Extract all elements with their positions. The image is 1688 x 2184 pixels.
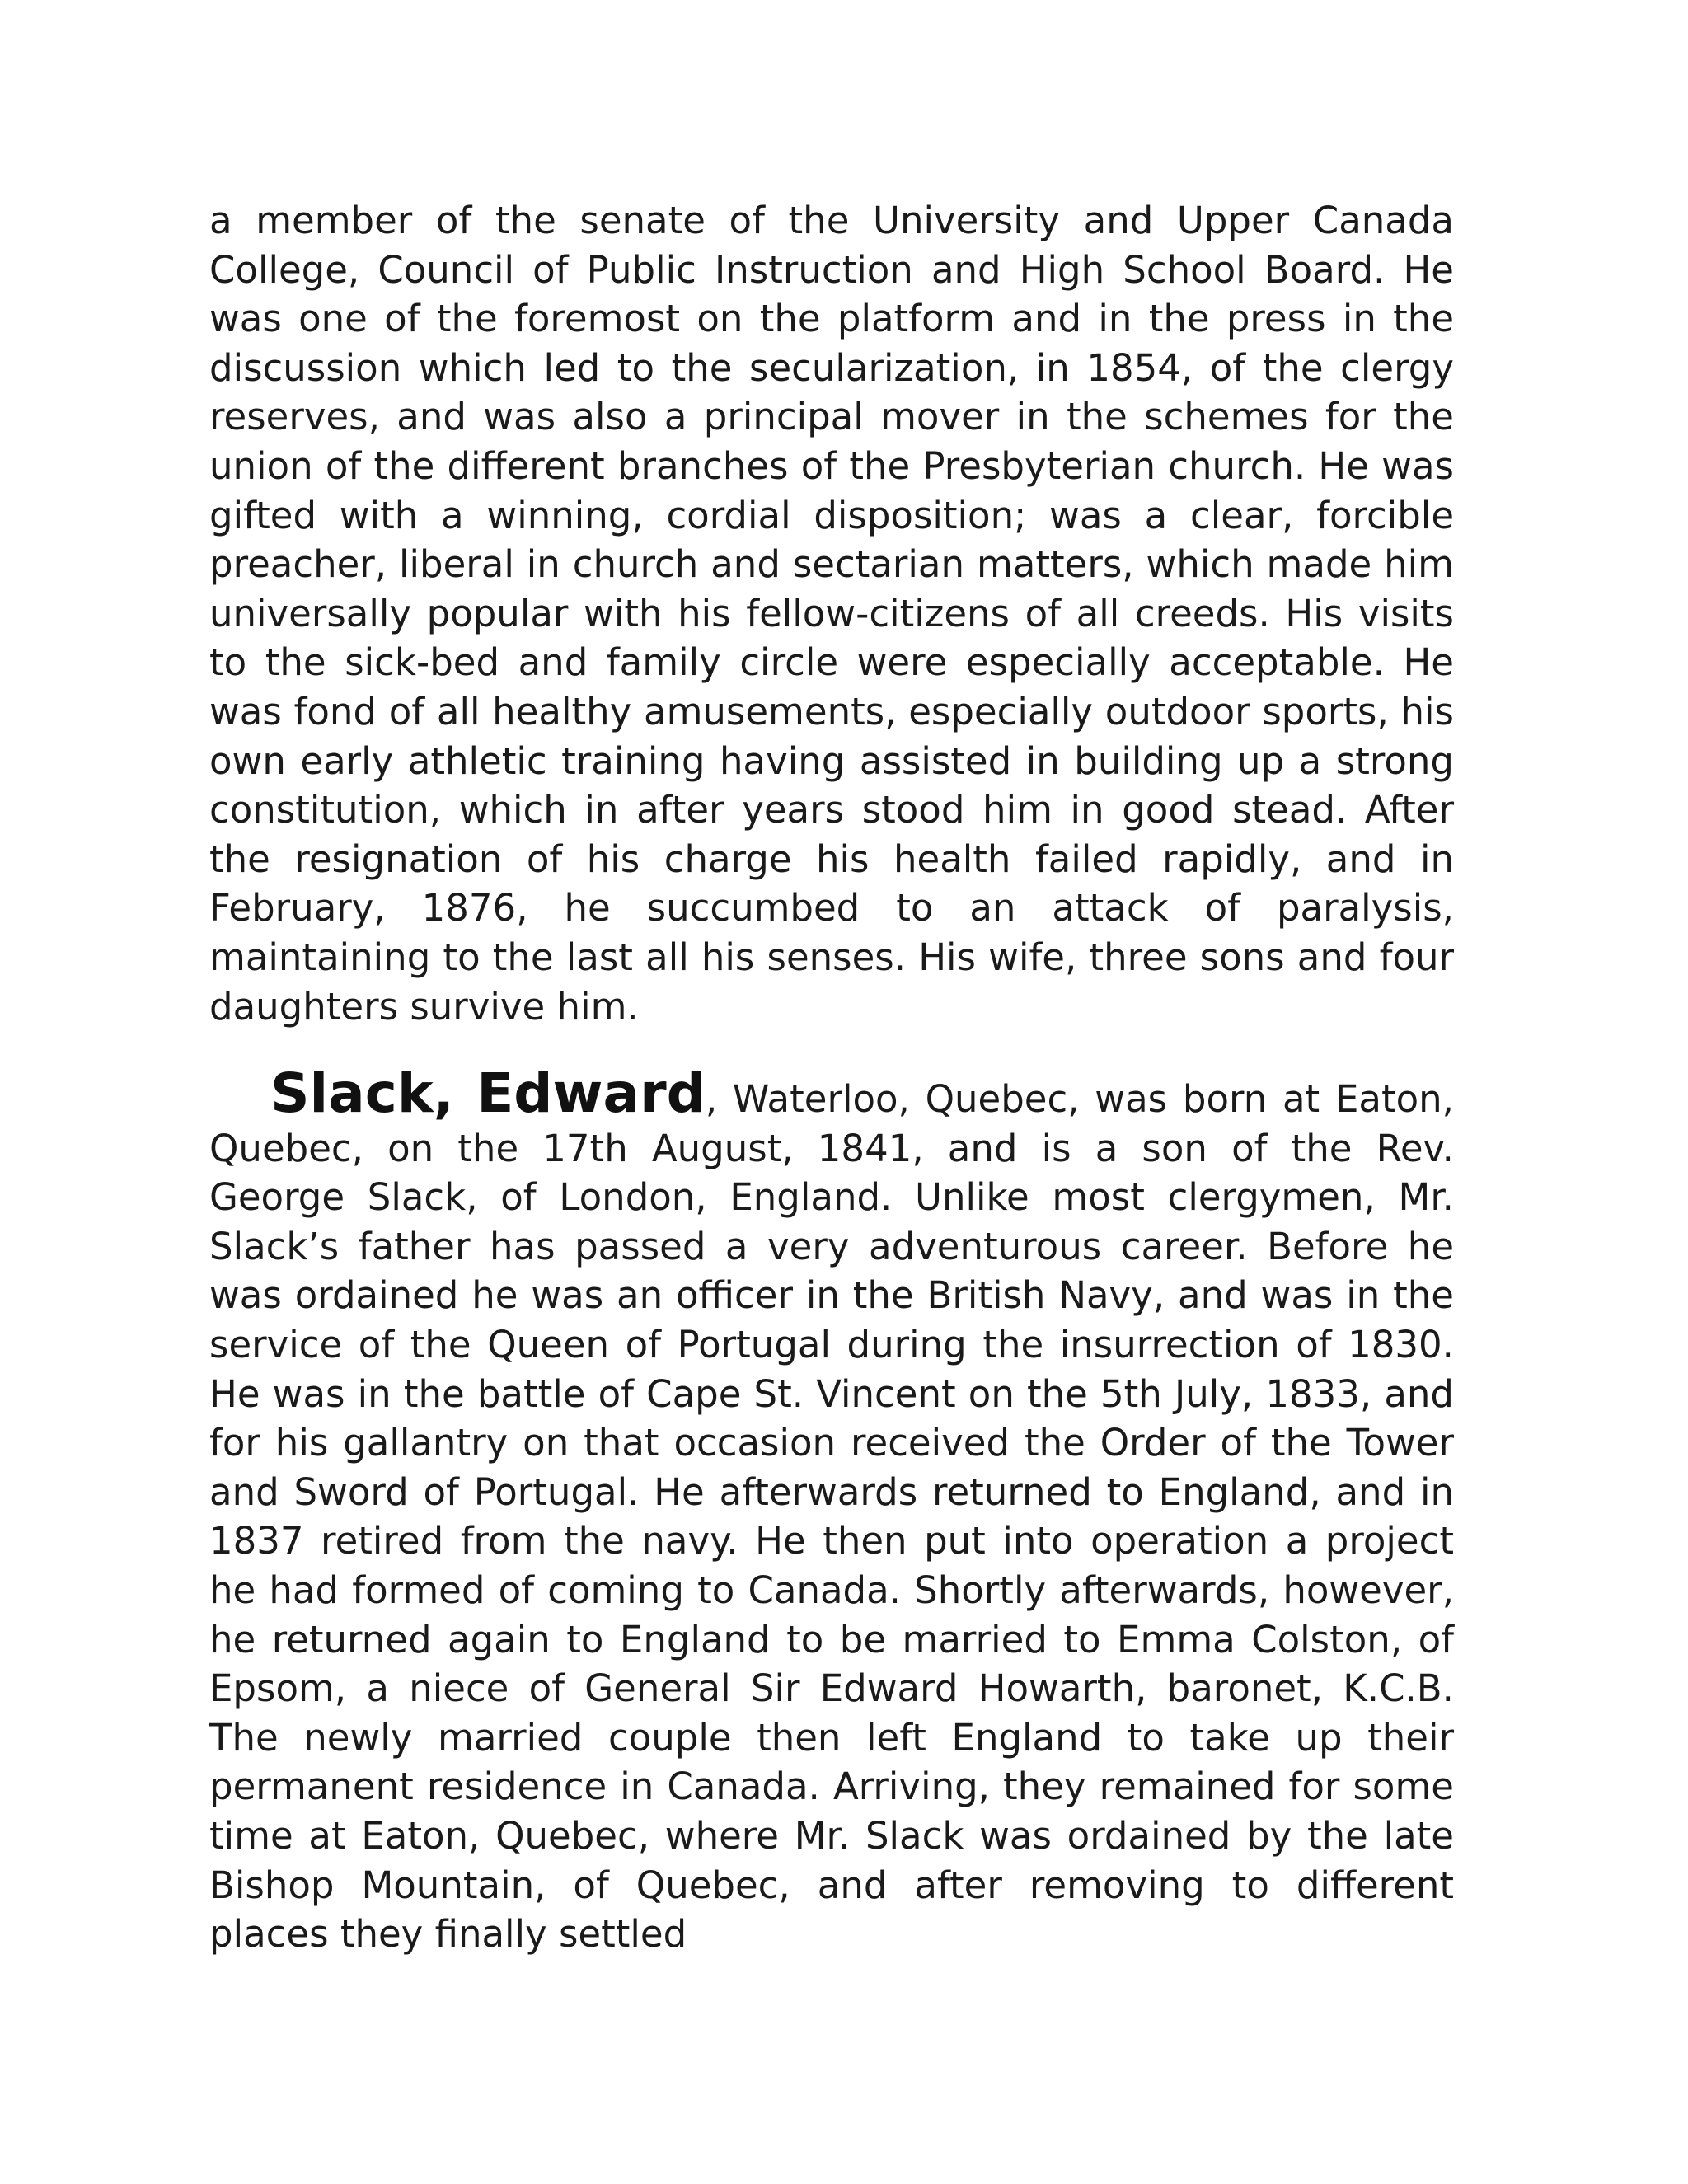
entry-body-text: , Waterloo, Quebec, was born at Eaton, Quebec, on the 17th August, 1841, and is a son of the Rev. George Slack, of London, England. Unlike most clergymen, Mr. Slack’s father has passed a very adventurous career. Before he was ordained he was an officer in the British Navy, and was in the service of the Queen of Portugal during the insurrection of 1830. He was in the battle of Cape St. Vincent on the 5th July, 1833, and for his gallantry on that occasion received the Order of the Tower and Sword of Portugal. He afterwards returned to England, and in 1837 retired from the navy. He then put into operation a project he had formed of coming to Canada. Shortly afterwards, however, he returned again to England to be married to Emma Colston, of Epsom, a niece of General Sir Edward Howarth, baronet, K.C.B. The newly married couple then left England to take up their permanent residence in Canada. Arriving, they remained for some time at Eaton, Quebec, where Mr. Slack was ordained by the late Bishop Mountain, of Quebec, and after removing to different places they finally settled [209,1077,1454,1957]
paragraph-slack-edward-entry [209,1062,1454,1959]
entry-heading-name: Slack, Edward [270,1062,706,1125]
paragraph-continued-biography: a member of the senate of the University and Upper Canada College, Council of Public Instruction and High School Board. He was one of the foremost on the platform and in the press in the discussion which led to the secularization, in 1854, of the clergy reserves, and was also a principal mover in the schemes for the union of the different branches of the Presbyterian church. He was gifted with a winning, cordial disposition; was a clear, forcible preacher, liberal in church and sectarian matters, which made him universally popular with his fellow-citizens of all creeds. His visits to the sick-bed and family circle were especially acceptable. He was fond of all healthy amusements, especially outdoor sports, his own early athletic training having assisted in building up a strong constitution, which in after years stood him in good stead. After the resignation of his charge his health failed rapidly, and in February, 1876, he succumbed to an attack of paralysis, maintaining to the last all his senses. His wife, three sons and four daughters survive him. [209,199,1454,1029]
